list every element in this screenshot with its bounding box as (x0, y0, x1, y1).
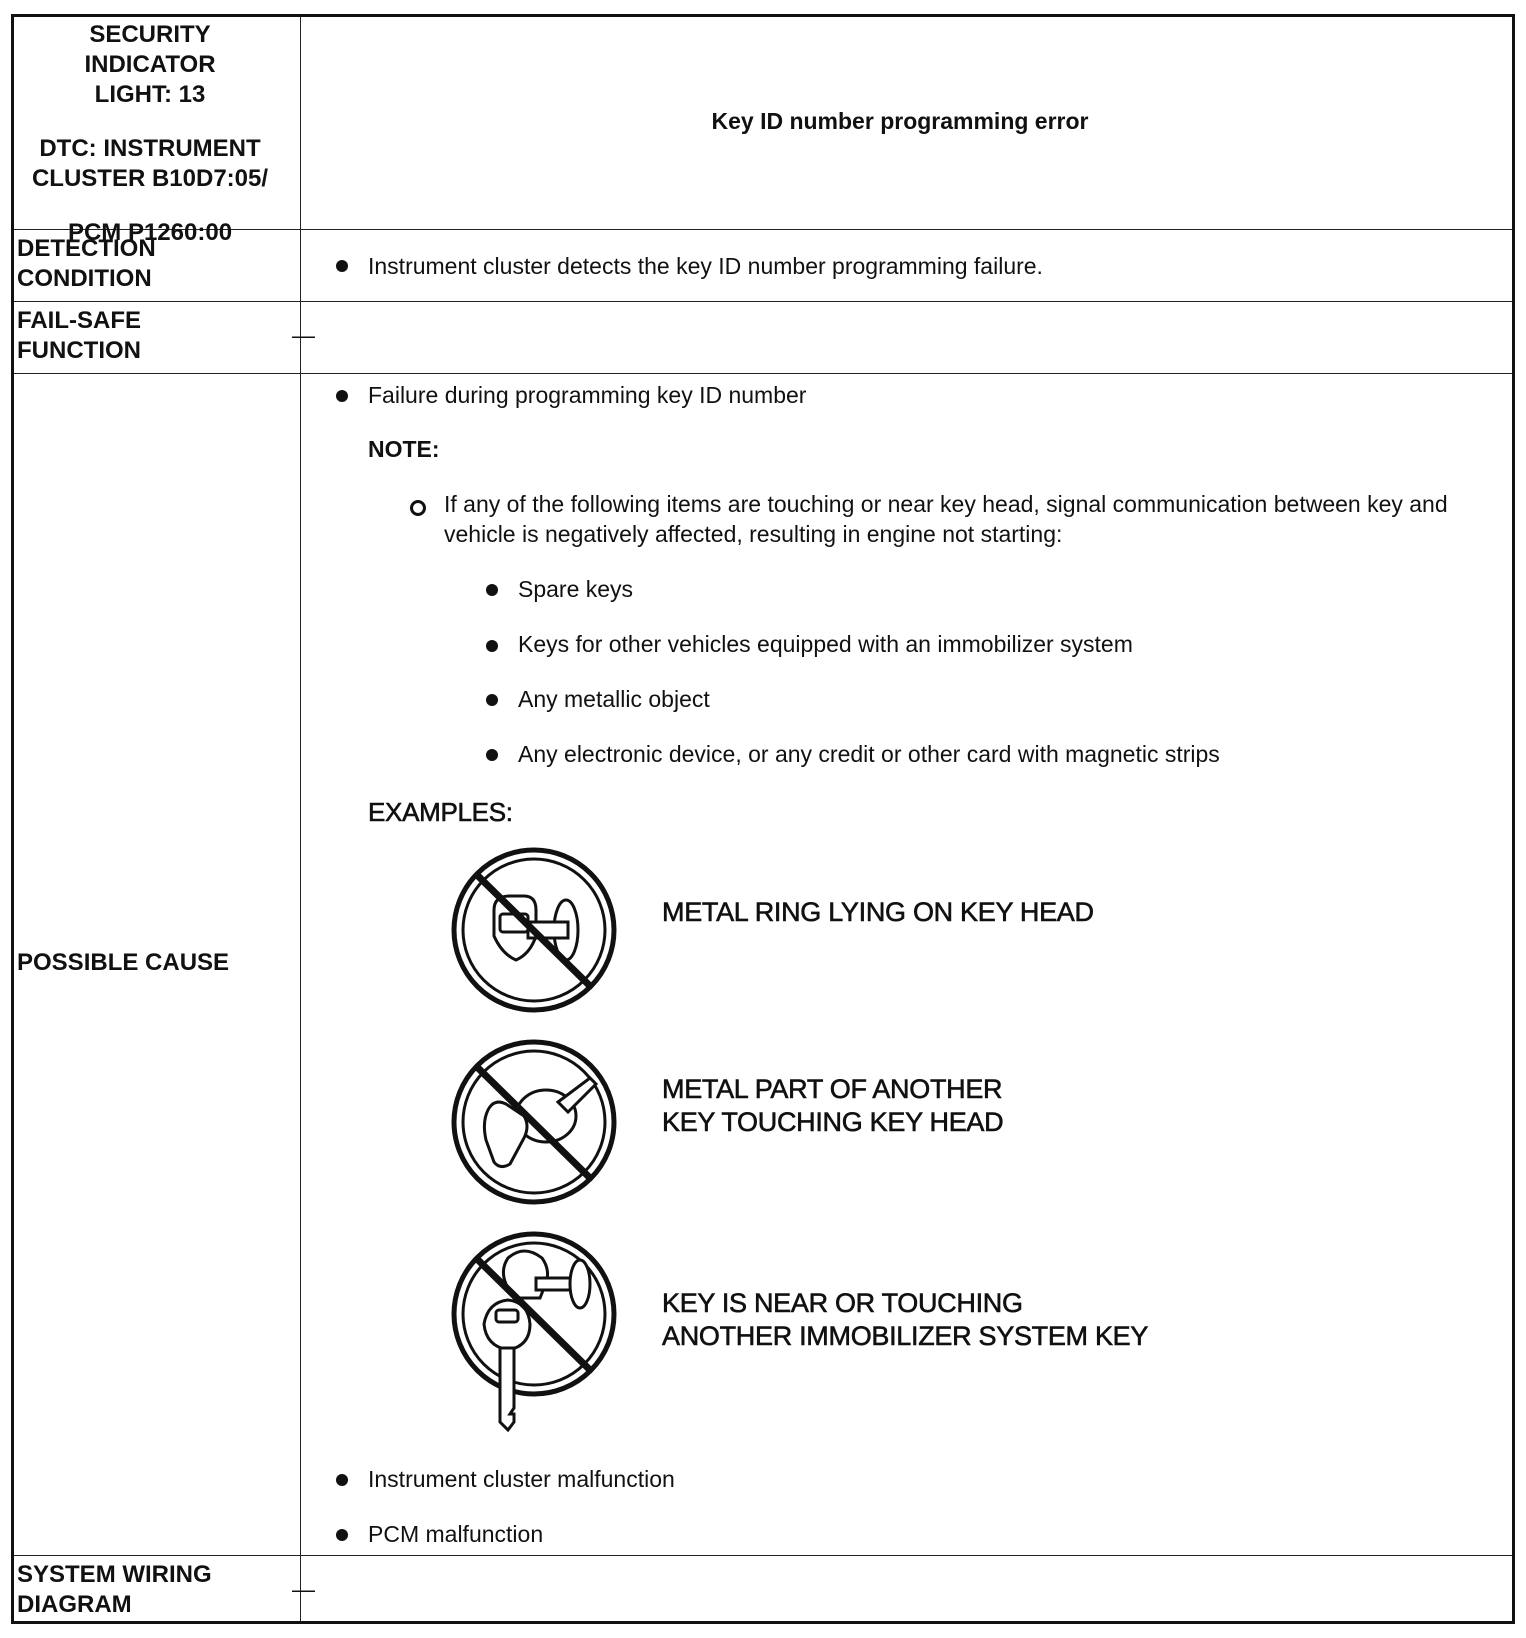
possible-cause-label: POSSIBLE CAUSE (17, 949, 230, 976)
bullet-icon (336, 260, 348, 272)
row-divider (14, 301, 1512, 302)
detection-condition-text: Instrument cluster detects the key ID number programming failure. (368, 253, 1043, 279)
sub-item: Any metallic object (518, 686, 710, 712)
bullet-icon (486, 640, 498, 652)
column-divider (300, 17, 301, 1621)
system-wiring-value: — (292, 1576, 315, 1602)
page-title: Key ID number programming error (711, 108, 1089, 134)
prohibited-metal-ring-icon (448, 844, 620, 1016)
bullet-icon (486, 584, 498, 596)
prohibited-two-keys-icon (448, 1228, 620, 1438)
open-bullet-icon (410, 500, 426, 516)
prohibited-key-touching-icon (448, 1036, 620, 1208)
cause-item-pcm: PCM malfunction (368, 1521, 544, 1547)
example-1-text: METAL RING LYING ON KEY HEAD (662, 897, 1094, 927)
note-label: NOTE: (368, 436, 440, 462)
example-2-text-line1: METAL PART OF ANOTHER (662, 1074, 1003, 1104)
example-2-text-line2: KEY TOUCHING KEY HEAD (662, 1107, 1004, 1137)
bullet-icon (486, 694, 498, 706)
cause-item-cluster: Instrument cluster malfunction (368, 1466, 675, 1492)
fail-safe-value: — (292, 322, 315, 348)
row-divider (14, 373, 1512, 374)
sub-item: Keys for other vehicles equipped with an immobilizer system (518, 631, 1133, 657)
row-divider (14, 1555, 1512, 1556)
note-text: If any of the following items are touching or near key head, signal communication between key and vehicle is negatively affected, resulting in engine not starting: (444, 491, 1448, 547)
dtc-code: DTC: INSTRUMENT CLUSTER B10D7:05/ (31, 135, 269, 192)
bullet-icon (336, 1474, 348, 1486)
bullet-icon (486, 749, 498, 761)
sub-item: Any electronic device, or any credit or other card with magnetic strips (518, 741, 1220, 767)
example-3-text-line1: KEY IS NEAR OR TOUCHING (662, 1288, 1023, 1318)
pcm-code: PCM P1260:00 (67, 219, 233, 246)
bullet-icon (336, 1529, 348, 1541)
sub-item: Spare keys (518, 576, 634, 602)
detection-condition-label: DETECTION CONDITION (17, 235, 156, 292)
cause-item-programming: Failure during programming key ID number (368, 382, 807, 408)
header-code-cell (14, 20, 286, 248)
bullet-icon (336, 390, 348, 402)
example-3-text-line2: ANOTHER IMMOBILIZER SYSTEM KEY (662, 1321, 1149, 1351)
examples-label: EXAMPLES: (368, 797, 513, 827)
security-indicator-light: SECURITY INDICATOR LIGHT: 13 (84, 21, 216, 108)
system-wiring-label: SYSTEM WIRING DIAGRAM (17, 1561, 212, 1618)
fail-safe-label: FAIL-SAFE FUNCTION (17, 307, 141, 364)
